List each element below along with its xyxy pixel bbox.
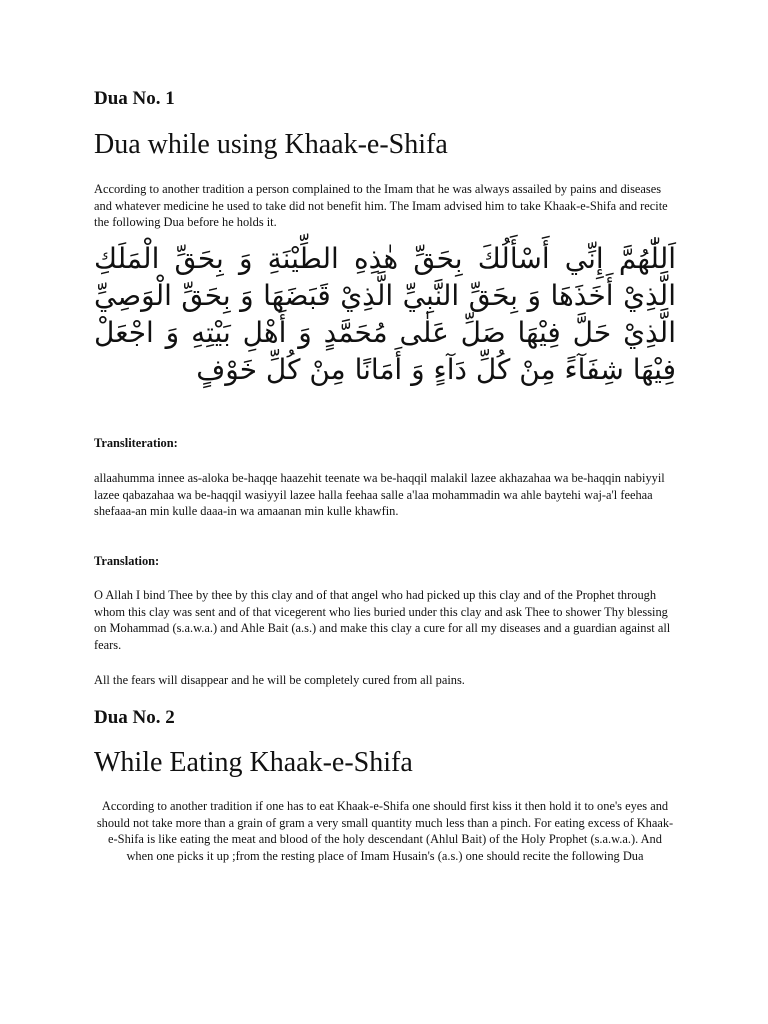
- dua-1-closing: All the fears will disappear and he will be completely cured from all pains.: [94, 673, 465, 687]
- translation-label: Translation:: [94, 554, 160, 568]
- transliteration-text: allaahumma innee as-aloka be-haqqe haazehit teenate wa be-haqqil malakil lazee akhazahaa wa be-haqqin nabiyyil lazee qabazahaa wa be-haqqil wasiyyil lazee halla feehaa salle a'laa mohammadin wa ahle baytehi waj-a'l feehaa shefaaa-an min kulle daaa-in wa amaanan min kulle khawfin.: [94, 471, 665, 518]
- translation-text: O Allah I bind Thee by thee by this clay and of that angel who had picked up this clay and of the Prophet through whom this clay was sent and of that vicegerent who lies buried under this clay and ask Thee to shower Thy blessing on Mohammad (s.a.w.a.) and Ahle Bait (a.s.) and make this clay a cure for all my diseases and a guardian against all fears.: [94, 588, 671, 652]
- dua-2-title: While Eating Khaak-e-Shifa: [94, 747, 413, 778]
- dua-1-number: Dua No. 1: [94, 88, 175, 109]
- dua-1-intro: According to another tradition a person complained to the Imam that he was always assailed by pains and diseases and whatever medicine he used to take did not benefit him. The Imam advised him to take Khaak-e-Shifa and recite the following Dua before he holds it.: [94, 182, 668, 229]
- dua-2-number: Dua No. 2: [94, 707, 175, 728]
- dua-2-intro: According to another tradition if one has to eat Khaak-e-Shifa one should first kiss it then hold it to one's eyes and should not take more than a grain of gram a very small quantity much less than a pinch. For eating excess of Khaak-e-Shifa is like eating the meat and blood of the holy descendant (Ahlul Bait) of the Holy Prophet (s.a.w.a.). And when one picks it up ;from the resting place of Imam Husain's (a.s.) one should recite the following Dua: [96, 799, 674, 863]
- dua-1-arabic-text: اَللّٰهُمَّ إِنِّي أَسْأَلُكَ بِحَقِّ هٰذِهِ الطِّيْنَةِ وَ بِحَقِّ الْمَلَكِ الَّذِيْ أَخَذَهَا وَ بِحَقِّ النَّبِيِّ الَّذِيْ قَبَضَهَا وَ بِحَقِّ الْوَصِيِّ الَّذِيْ حَلَّ فِيْهَا صَلِّ عَلٰى مُحَمَّدٍ وَ أَهْلِ بَيْتِهِ وَ اجْعَلْ فِيْهَا شِفَآءً مِنْ كُلِّ دَآءٍ وَ أَمَانًا مِنْ كُلِّ خَوْفٍ: [94, 242, 676, 386]
- dua-1-title: Dua while using Khaak-e-Shifa: [94, 129, 448, 160]
- transliteration-label: Transliteration:: [94, 436, 178, 450]
